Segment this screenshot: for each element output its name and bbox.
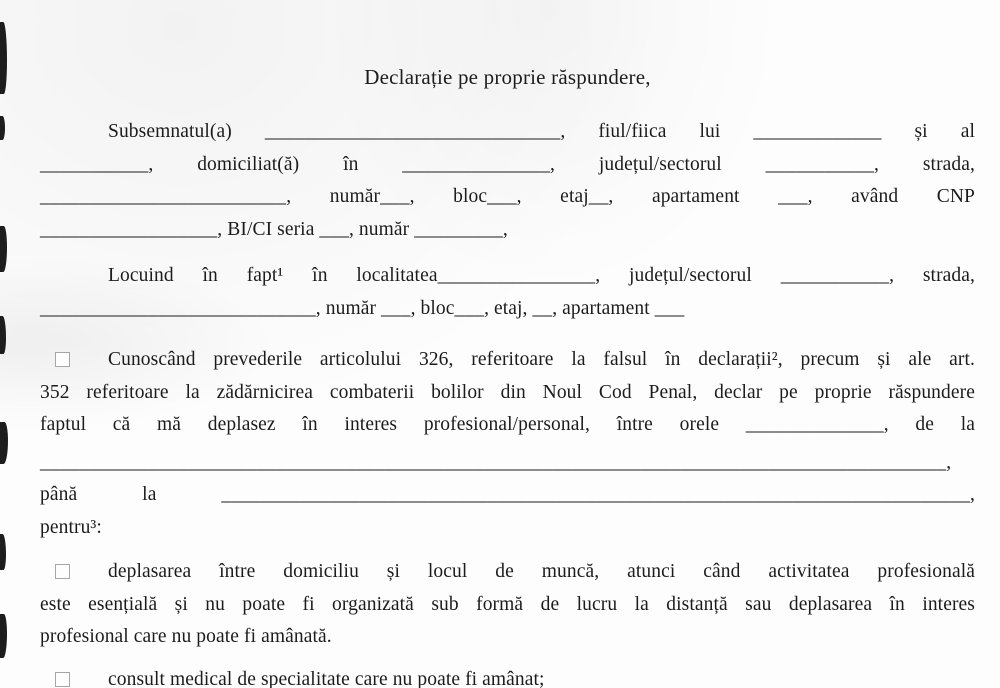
form-line [40,664,975,688]
scan-artifact [0,422,8,464]
form-line-text: deplasarea între domiciliu și locul de muncă, atunci când activitatea profesională [108,561,975,582]
form-line: ____________________________, număr ___, bloc___, etaj, __, apartament ___ [40,297,685,319]
form-line: este esențială și nu poate fi organizată sub formă de lucru la distanță sau deplasarea în interes [40,593,975,615]
paragraph-identity [40,116,975,246]
form-line [40,556,975,589]
checkbox-icon [55,352,70,367]
checkbox-icon [55,672,70,687]
checkbox-icon [55,564,70,579]
scan-artifact [0,22,7,94]
form-line: 352 referitoare la zădărnicirea combaterii bolilor din Noul Cod Penal, declar pe proprie răspundere [40,381,975,403]
form-line: Locuind în fapt¹ în localitatea________________, județul/sectorul ___________, strada, [108,265,975,286]
document-title: Declarație pe proprie răspundere, [364,65,651,89]
form-line: faptul că mă deplasez în interes profesional/personal, între orele ______________, de la [40,414,975,435]
form-line: până la ____________________________________________________________________________, [40,484,975,505]
form-line: __________________, BI/CI seria ___, număr _________, [40,218,508,240]
form-line [40,344,975,377]
scan-artifact [0,226,7,272]
paragraph-reason-medical [40,664,975,688]
form-line: pentru³: [40,516,102,538]
form-line: ___________, domiciliat(ă) în _______________, județul/sectorul ___________, strada, [40,153,975,175]
scan-artifact [0,534,6,570]
scan-artifact [0,614,7,658]
form-line-text: Cunoscând prevederile articolului 326, referitoare la falsul în declarații², precum și ale art. [108,349,975,370]
paragraph-declaration [40,344,975,544]
form-line: profesional care nu poate fi amânată. [40,626,332,647]
scan-artifact [0,116,5,140]
form-line: _________________________, număr___, bloc___, etaj__, apartament ___, având CNP [40,186,975,207]
form-line: Subsemnatul(a) ______________________________, fiul/fiica lui _____________ și al [108,121,975,142]
form-line-text: consult medical de specialitate care nu poate fi amânat; [108,668,545,688]
scan-artifact [0,316,6,354]
form-line: ____________________________________________________________________________________________, [40,451,952,473]
paragraph-residence [40,260,975,325]
paragraph-reason-work [40,556,975,654]
